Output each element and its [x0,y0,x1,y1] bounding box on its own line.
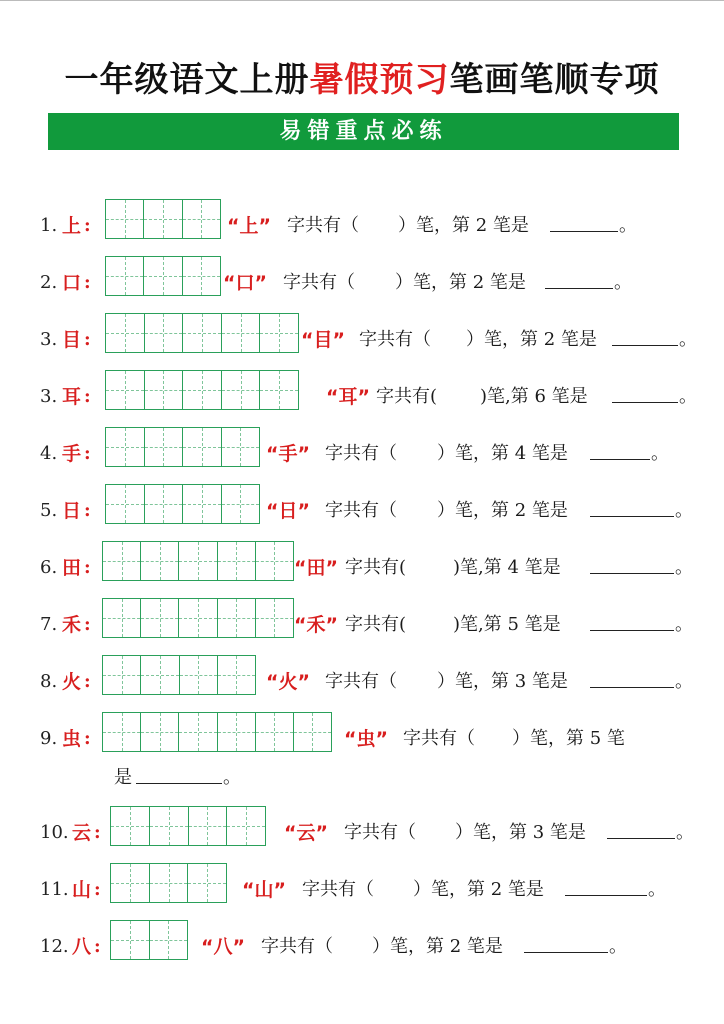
grid-cell[interactable] [183,200,220,238]
answer-blank[interactable] [590,496,674,517]
answer-blank[interactable] [612,325,678,346]
grid-cell[interactable] [218,713,256,751]
grid-cell[interactable] [103,599,141,637]
period: 。 [676,822,694,843]
item-colon: : [84,671,91,692]
grid-cell[interactable] [183,371,222,409]
period: 。 [223,767,241,788]
writing-grid[interactable] [102,655,256,695]
exercise-row-6 [0,496,724,526]
grid-cell[interactable] [189,807,228,845]
item-character: 目 [62,329,82,351]
answer-blank[interactable] [607,818,675,839]
period: 。 [651,443,669,464]
top-border-line [0,0,724,1]
title-part-1: 一年级语文上册 [64,60,310,100]
question-text-a: 字共有（ [344,822,416,843]
grid-cell[interactable] [106,371,145,409]
grid-cell[interactable] [222,314,261,352]
subtitle-banner: 易错重点必练 [48,113,679,150]
item-character: 耳 [62,386,82,408]
item-colon: : [84,272,91,293]
page-title [0,58,724,102]
writing-grid[interactable] [110,863,227,903]
answer-blank[interactable] [565,875,647,896]
answer-blank[interactable] [136,763,222,784]
item-number: 6. [40,557,58,578]
writing-grid[interactable] [105,427,260,467]
grid-cell[interactable] [145,428,184,466]
exercise-row-2 [0,268,724,298]
item-character: 虫 [62,728,82,750]
grid-cell[interactable] [179,542,217,580]
item-character: 手 [62,443,82,465]
answer-blank[interactable] [524,932,608,953]
grid-cell[interactable] [179,713,217,751]
grid-cell[interactable] [106,314,145,352]
period: 。 [675,671,693,692]
question-text-a: 字共有（ [325,500,397,521]
quoted-character: “日” [266,500,310,522]
question-text-a: 字共有( [376,386,438,407]
grid-cell[interactable] [111,807,150,845]
question-text-b: ）笔，第 2 笔是 [437,500,568,521]
grid-cell[interactable] [260,371,298,409]
grid-cell[interactable] [111,921,150,959]
question-text-a: 字共有（ [261,936,333,957]
grid-cell[interactable] [106,200,144,238]
item-number: 3. [40,329,58,350]
question-text-b: ）笔，第 3 笔是 [455,822,586,843]
grid-cell[interactable] [103,542,141,580]
writing-grid[interactable] [105,370,299,410]
grid-cell[interactable] [145,371,184,409]
exercise-row-9 [0,667,724,697]
quoted-character: “目” [301,329,345,351]
item-character: 口 [62,272,82,294]
answer-blank[interactable] [590,667,674,688]
period: 。 [675,557,693,578]
writing-grid[interactable] [102,598,294,638]
writing-grid[interactable] [105,199,221,239]
item-number: 12. [40,936,69,957]
item-character: 禾 [62,614,82,636]
period: 。 [648,879,666,900]
grid-cell[interactable] [141,542,179,580]
grid-cell[interactable] [183,257,220,295]
item-character: 日 [62,500,82,522]
answer-blank[interactable] [612,382,678,403]
grid-cell[interactable] [256,599,293,637]
grid-cell[interactable] [227,807,265,845]
grid-cell[interactable] [144,257,182,295]
exercise-row-4 [0,382,724,412]
grid-cell[interactable] [111,864,150,902]
period: 。 [675,614,693,635]
grid-cell[interactable] [183,428,222,466]
writing-grid[interactable] [102,541,294,581]
item-number: 10. [40,822,69,843]
writing-grid[interactable] [105,484,260,524]
quoted-character: “上” [227,215,271,237]
period: 。 [679,329,697,350]
answer-blank[interactable] [550,211,618,232]
grid-cell[interactable] [222,428,260,466]
item-character: 山 [72,879,92,901]
question-text-a: 字共有（ [403,728,475,749]
writing-grid[interactable] [102,712,332,752]
item-character: 田 [62,557,82,579]
question-text-a: 字共有( [345,614,407,635]
exercise-row-3 [0,325,724,355]
item-colon: : [84,614,91,635]
item-number: 8. [40,671,58,692]
writing-grid[interactable] [105,313,299,353]
grid-cell[interactable] [145,485,184,523]
title-part-3: 笔画笔顺专项 [449,60,660,100]
question-text-b: )笔,第 6 笔是 [480,386,588,407]
grid-cell[interactable] [218,656,255,694]
quoted-character: “手” [266,443,310,465]
item-number: 7. [40,614,58,635]
item-number: 1. [40,215,58,236]
question-text-b: )笔,第 4 笔是 [453,557,561,578]
quoted-character: “禾” [294,614,338,636]
exercise-row-13 [0,932,724,962]
item-character: 云 [72,822,92,844]
item-colon: : [94,822,101,843]
item-character: 八 [72,936,92,958]
quoted-character: “田” [294,557,338,579]
item-number: 11. [40,879,69,900]
question-text-a: 字共有（ [283,272,355,293]
answer-blank[interactable] [590,610,674,631]
quoted-character: “火” [266,671,310,693]
grid-cell[interactable] [150,807,189,845]
question-text-b: ）笔，第 2 笔是 [413,879,544,900]
grid-cell[interactable] [222,485,260,523]
item-colon: : [84,443,91,464]
item-character: 上 [62,215,82,237]
quoted-character: “口” [223,272,267,294]
question-text-a: 字共有（ [325,443,397,464]
quoted-character: “八” [201,936,245,958]
answer-blank[interactable] [545,268,613,289]
grid-cell[interactable] [218,542,256,580]
question-text-a: 字共有（ [287,215,359,236]
question-text-continued: 是 [114,767,132,788]
exercise-row-12 [0,875,724,905]
question-text-b: ）笔，第 2 笔是 [466,329,597,350]
question-text-a: 字共有（ [359,329,431,350]
quoted-character: “耳” [326,386,370,408]
grid-cell[interactable] [141,599,179,637]
item-number: 5. [40,500,58,521]
title-part-2: 暑假预习 [309,60,450,100]
period: 。 [619,215,637,236]
grid-cell[interactable] [141,656,179,694]
period: 。 [609,936,627,957]
grid-cell[interactable] [260,314,298,352]
question-text-b: ）笔，第 2 笔是 [398,215,529,236]
grid-cell[interactable] [183,485,222,523]
question-text-b: )笔,第 5 笔是 [453,614,561,635]
grid-cell[interactable] [150,921,188,959]
exercise-row-10-continuation [0,763,724,793]
item-colon: : [84,386,91,407]
exercise-row-8 [0,610,724,640]
item-colon: : [94,879,101,900]
grid-cell[interactable] [179,599,217,637]
item-colon: : [84,215,91,236]
grid-cell[interactable] [106,485,145,523]
grid-cell[interactable] [145,314,184,352]
grid-cell[interactable] [103,656,141,694]
grid-cell[interactable] [103,713,141,751]
grid-cell[interactable] [144,200,182,238]
quoted-character: “云” [284,822,328,844]
item-colon: : [84,329,91,350]
answer-blank[interactable] [590,553,674,574]
item-number: 4. [40,443,58,464]
writing-grid[interactable] [110,806,266,846]
question-text-a: 字共有( [345,557,407,578]
item-number: 9. [40,728,58,749]
grid-cell[interactable] [141,713,179,751]
exercise-row-1 [0,211,724,241]
question-text-b: ）笔，第 5 笔 [512,728,625,749]
grid-cell[interactable] [294,713,331,751]
exercise-row-11 [0,818,724,848]
grid-cell[interactable] [256,713,294,751]
item-number: 3. [40,386,58,407]
quoted-character: “山” [242,879,286,901]
period: 。 [679,386,697,407]
question-text-b: ）笔，第 2 笔是 [395,272,526,293]
item-colon: : [84,557,91,578]
grid-cell[interactable] [106,257,144,295]
writing-grid[interactable] [110,920,188,960]
grid-cell[interactable] [180,656,218,694]
question-text-b: ）笔，第 3 笔是 [437,671,568,692]
answer-blank[interactable] [590,439,650,460]
question-text-b: ）笔，第 4 笔是 [437,443,568,464]
question-text-b: ）笔，第 2 笔是 [372,936,503,957]
item-colon: : [94,936,101,957]
exercise-row-5 [0,439,724,469]
item-number: 2. [40,272,58,293]
period: 。 [675,500,693,521]
item-character: 火 [62,671,82,693]
period: 。 [614,272,632,293]
grid-cell[interactable] [218,599,256,637]
grid-cell[interactable] [183,314,222,352]
exercise-row-10 [0,724,724,754]
grid-cell[interactable] [222,371,261,409]
grid-cell[interactable] [188,864,226,902]
grid-cell[interactable] [106,428,145,466]
question-text-a: 字共有（ [325,671,397,692]
question-text-a: 字共有（ [302,879,374,900]
item-colon: : [84,728,91,749]
grid-cell[interactable] [150,864,189,902]
grid-cell[interactable] [256,542,293,580]
item-colon: : [84,500,91,521]
writing-grid[interactable] [105,256,221,296]
exercise-row-7 [0,553,724,583]
quoted-character: “虫” [344,728,388,750]
